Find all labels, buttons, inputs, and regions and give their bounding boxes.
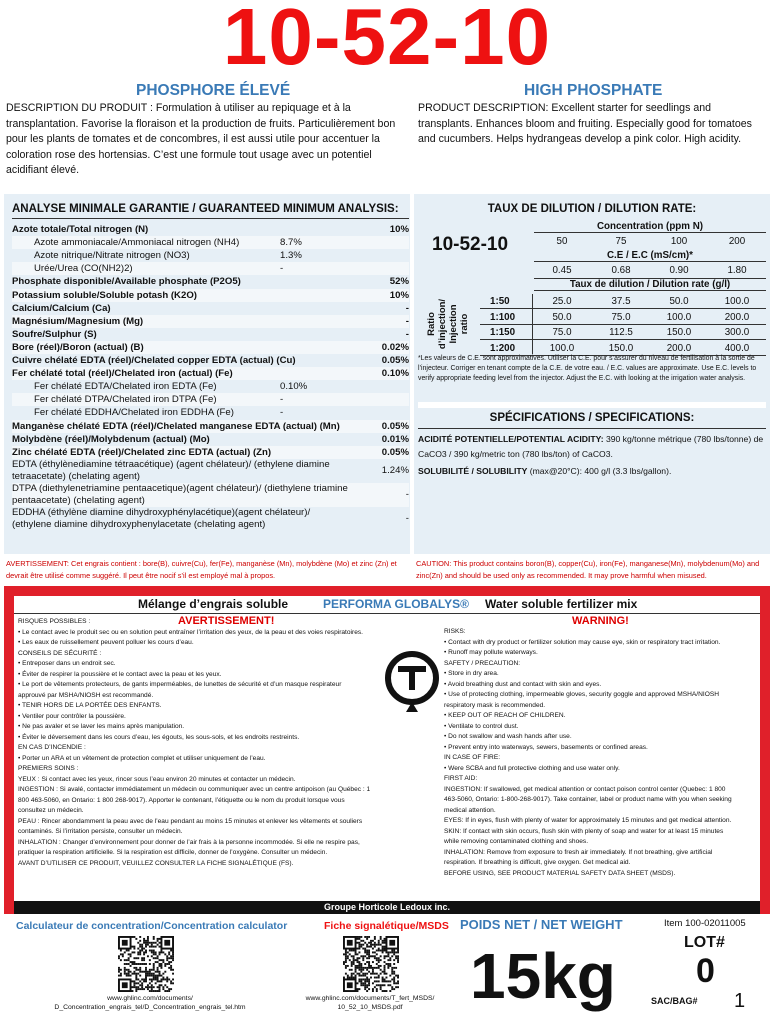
analysis-row <box>12 406 409 419</box>
hazard-line: BEFORE USING, SEE PRODUCT MATERIAL SAFETY DATA SHEET (MSDS). <box>444 869 676 877</box>
hazard-line: INGESTION : Si avalé, contacter immédiatement un médecin ou communiquer avec un centre antipoison (au Québec : 1 <box>18 786 371 793</box>
company-bar: Groupe Horticole Ledoux inc. <box>14 901 760 914</box>
solubility-label: SOLUBILITÉ / SOLUBILITY <box>418 466 528 476</box>
hazard-warning-fr: AVERTISSEMENT! <box>178 615 275 627</box>
analysis-row <box>12 483 409 507</box>
hazard-line: • Ventiler pour contrôler la poussière. <box>18 712 126 720</box>
hazard-line: SAFETY / PRECAUTION: <box>444 659 521 667</box>
rate-value: 37.5 <box>611 296 631 307</box>
fr-description: DESCRIPTION DU PRODUIT : Formulation à utiliser au repiquage et à la transplantation. Favorise la floraison et la production de fruits. Particulièrement bon pour les plants de tomates et de concombres, il est aussi utile pour accentuer la coloration rose des hortensias. C’est une formule tout usage avec un potentiel acidifiant élevé. <box>6 102 396 176</box>
analysis-label: Potassium soluble/Soluble potash (K2O) <box>12 289 197 301</box>
hazard-line: INHALATION : Changer d’environnement pour donner de l’air frais à la personne incommodée. Si elle ne respire pas, <box>18 838 360 846</box>
analysis-label: Calcium/Calcium (Ca) <box>12 302 111 314</box>
analysis-subvalue: 1.3% <box>280 250 302 262</box>
rate-value: 200.0 <box>666 342 692 354</box>
hazard-line: FIRST AID: <box>444 775 478 782</box>
analysis-value: - <box>405 512 409 524</box>
hazard-line: while removing contaminated clothing and shoes. <box>444 838 589 845</box>
rate-value: 112.5 <box>609 327 633 338</box>
rate-value: 400.0 <box>724 342 750 354</box>
dilution-title: TAUX DE DILUTION / DILUTION RATE: <box>487 203 697 215</box>
hazard-line: 463-5060, Ontario: 1-800-268-9017). Take container, label or product name with you when seeking <box>444 796 732 803</box>
en-description: PRODUCT DESCRIPTION: Excellent starter for seedlings and transplants. Enhances bloom and fruiting. Especially good for tomatoes and cucumbers. Helps hydrangeas develop a pink color. High acidity. <box>418 102 752 145</box>
rate-header: Taux de dilution / Dilution rate (g/l) <box>534 278 766 291</box>
analysis-subvalue: 0.10% <box>280 381 308 393</box>
analysis-label: EDTA (éthylènediamine tétraacétique) (agent chélateur)/ (ethylene diamine tetraacetate) (chelating agent) <box>12 458 330 482</box>
analysis-row <box>12 354 409 367</box>
hazard-line: • Éviter le déversement dans les cours d’eau, les égouts, les sous-sols, et les endroits restreints. <box>18 733 300 741</box>
hazard-line: • Éviter de respirer la poussière et le contact avec la peau et les yeux. <box>18 670 222 678</box>
analysis-value: 0.01% <box>381 433 409 445</box>
rate-value: 25.0 <box>552 296 572 307</box>
analysis-label: Fer chélaté DTPA/Chelated iron DTPA (Fe) <box>34 394 217 406</box>
hazard-line: CONSEILS DE SÉCURITÉ : <box>18 649 102 657</box>
specs-title: SPÉCIFICATIONS / SPECIFICATIONS: <box>489 412 695 424</box>
hazard-line: • Runoff may pollute waterways. <box>444 649 538 656</box>
analysis-label: Molybdène (réel)/Molybdenum (actual) (Mo) <box>12 433 210 445</box>
analysis-value: 1.24% <box>381 464 409 476</box>
hazard-line: RISKS: <box>444 628 466 635</box>
toxic-symbol-icon <box>382 648 442 712</box>
hazard-line: • Use of protecting clothing, impermeable gloves, security goggle and approved MSHA/NIOSH <box>444 691 719 698</box>
hazard-line: • Contact with dry product or fertilizer solution may cause eye, skin or respiratory tract irritation. <box>444 638 721 646</box>
analysis-row <box>12 315 409 328</box>
hazard-line: • Were SCBA and full protective clothing and use water only. <box>444 764 620 772</box>
analysis-value: 10% <box>389 289 409 301</box>
hazard-line: • Les eaux de ruissellement peuvent polluer les cours d’eau. <box>18 639 194 646</box>
hazard-line: • Entreposer dans un endroit sec. <box>18 660 116 667</box>
analysis-label: Fer chélaté EDDHA/Chelated iron EDDHA (Fe) <box>34 407 234 419</box>
analysis-row <box>12 507 409 531</box>
analysis-subvalue: - <box>280 263 284 275</box>
ec-row <box>534 265 766 278</box>
analysis-value: 10% <box>389 224 409 235</box>
hazard-line: 800 463-5060, en Ontario: 1 800 268-9017). Apporter le contenant, l’étiquette ou le nom du produit lorsque vous <box>18 796 345 804</box>
rate-row <box>480 325 766 340</box>
hazard-line: • KEEP OUT OF REACH OF CHILDREN. <box>444 712 566 719</box>
analysis-title: ANALYSE MINIMALE GARANTIE / GUARANTEED MINIMUM ANALYSIS: <box>12 203 399 215</box>
conc-header: Concentration (ppm N) <box>534 221 766 233</box>
rate-value: 75.0 <box>611 311 631 323</box>
analysis-row <box>12 393 409 406</box>
rate-value: 50.0 <box>669 296 689 307</box>
analysis-label: Fer chélaté EDTA/Chelated iron EDTA (Fe) <box>34 381 217 393</box>
injection-ratio: 1:150 <box>490 327 516 338</box>
analysis-value: - <box>405 328 409 340</box>
ec-header: C.E / E.C (mS/cm)* <box>534 250 766 262</box>
analysis-label: Soufre/Sulphur (S) <box>12 328 97 340</box>
analysis-row <box>12 459 409 483</box>
analysis-label: Zinc chélaté EDTA (réel)/Chelated zinc EDTA (actual) (Zn) <box>12 446 272 458</box>
rate-value: 75.0 <box>552 327 572 338</box>
analysis-subvalue: 8.7% <box>280 237 302 249</box>
analysis-row <box>12 262 409 275</box>
analysis-row <box>12 341 409 354</box>
calc-url[interactable]: www.ghlinc.com/documents/ D_Concentration_engrais_tel/D_Concentration_engrais_tel.htm <box>54 995 246 1011</box>
analysis-label: Azote totale/Total nitrogen (N) <box>12 224 149 235</box>
analysis-value: 0.05% <box>381 446 409 458</box>
rate-row <box>480 310 766 325</box>
bag-number: 1 <box>734 990 746 1012</box>
analysis-value: 52% <box>389 276 409 288</box>
hazard-line: PEAU : Rincer abondamment la peau avec de l’eau pendant au moins 15 minutes et enlever les vêtements et souliers <box>18 817 363 825</box>
lot-label: LOT# <box>684 934 725 951</box>
msds-title: Fiche signalétique/MSDS <box>324 920 449 932</box>
hazard-line: medical attention. <box>444 806 496 814</box>
rate-value: 150.0 <box>608 342 634 354</box>
msds-qr-icon[interactable] <box>343 936 399 992</box>
ec-value: 0.90 <box>669 265 689 276</box>
solubility-spec <box>418 464 766 478</box>
analysis-row <box>12 367 409 380</box>
ppm-value: 50 <box>556 236 568 247</box>
hazard-line: AVANT D’UTILISER CE PRODUIT, VEUILLEZ CONSULTER LA FICHE SIGNALÉTIQUE (FS). <box>18 859 294 867</box>
hazard-line: IN CASE OF FIRE: <box>444 754 501 761</box>
hazard-line: • Ne pas avaler et se laver les mains après manipulation. <box>18 723 185 730</box>
analysis-row <box>12 446 409 459</box>
analysis-divider <box>12 218 409 219</box>
ppm-row <box>534 236 766 249</box>
analysis-row <box>12 380 409 393</box>
hazard-line: contaminés. Si l’irritation persiste, consulter un médecin. <box>18 828 183 835</box>
hazard-line: pratiquer la respiration artificielle. Si la respiration est difficile, donner de l’oxygène. Consulter un médecin. <box>18 849 328 856</box>
solubility-value: (max@20°C): 400 g/l (3.3 lbs/gallon). <box>527 466 672 476</box>
analysis-row <box>12 275 409 288</box>
hazard-line: INGESTION: If swallowed, get medical attention or contact poison control center (Quebec: 1 800 <box>444 785 726 793</box>
hazard-line: PREMIERS SOINS : <box>18 765 79 772</box>
ec-value: 1.80 <box>727 265 747 276</box>
calc-title: Calculateur de concentration/Concentration calculator <box>16 920 288 932</box>
analysis-label: Cuivre chélaté EDTA (réel)/Chelated copper EDTA (actual) (Cu) <box>12 355 296 366</box>
analysis-row <box>12 249 409 262</box>
analysis-label: Azote ammoniacale/Ammoniacal nitrogen (NH4) <box>34 237 240 249</box>
acidity-value: 390 kg/tonne métrique (780 lbs/tonne) de CaCO3 / 390 kg/metric ton (780 lbs/ton) of CaCO3. <box>418 434 764 459</box>
msds-url[interactable]: www.ghlinc.com/documents/T_fert_MSDS/ 10_52_10_MSDS.pdf <box>305 995 435 1011</box>
analysis-label: Urée/Urea (CO(NH2)2) <box>34 263 133 275</box>
rate-value: 200.0 <box>724 311 750 323</box>
acidity-label: ACIDITÉ POTENTIELLE/POTENTIAL ACIDITY: <box>418 434 604 444</box>
hazard-line: YEUX : Si contact avec les yeux, rincer sous l’eau environ 20 minutes et contacter un médecin. <box>18 775 296 783</box>
dilution-panel <box>414 194 770 554</box>
fr-heading: PHOSPHORE ÉLEVÉ <box>136 82 291 99</box>
hazard-line: • Do not swallow and wash hands after use. <box>444 733 572 740</box>
analysis-label: Phosphate disponible/Available phosphate (P2O5) <box>12 276 241 288</box>
ppm-value: 200 <box>728 236 746 247</box>
analysis-label: Magnésium/Magnesium (Mg) <box>12 315 144 327</box>
analysis-value: 0.10% <box>381 368 409 380</box>
lot-number: 0 <box>696 952 715 990</box>
analysis-value: 0.02% <box>381 341 409 353</box>
analysis-row <box>12 223 409 236</box>
ratio-label: Ratio d’injection/ Injection ratio <box>426 298 470 350</box>
hazard-line: • Store in dry area. <box>444 670 499 677</box>
analysis-label: EDDHA (éthylène diamine dihydroxyphénylacétique)(agent chélateur)/ (ethylene diamine dihydroxyphenylacetate (chelating agent) <box>12 506 311 530</box>
hazard-line: respiration. If breathing is difficult, give oxygen. Get medical aid. <box>444 859 631 866</box>
warning-en: CAUTION: This product contains boron(B), copper(Cu), iron(Fe), manganese(Mn), molybdenum(Mo) and zinc(Zn) and should be used only as recommended. It may prove harmful when misused. <box>416 559 760 580</box>
rate-row <box>480 294 766 309</box>
analysis-row <box>12 328 409 341</box>
analysis-label: Manganèse chélaté EDTA (réel)/Chelated manganese EDTA (actual) (Mn) <box>12 420 340 432</box>
hazard-line: • Ventilate to control dust. <box>444 722 519 730</box>
ec-value: 0.45 <box>552 265 572 276</box>
hazard-line: • Porter un ARA et un vêtement de protection complet et utiliser uniquement de l’eau. <box>18 754 266 762</box>
calculator-qr-icon[interactable] <box>118 936 174 992</box>
hazard-line: EN CAS D’INCENDIE : <box>18 744 86 751</box>
warning-fr: AVERTISSEMENT: Cet engrais contient : bore(B), cuivre(Cu), fer(Fe), manganèse (Mn), molybdène (Mo) et zinc (Zn) et devrait être utilisé comme suggéré. Il peut être nocif s’il est employé mal à propos. <box>6 559 397 580</box>
hazard-line: respiratory mask is recommended. <box>444 701 546 709</box>
hazard-title-en: Water soluble fertilizer mix <box>485 597 638 611</box>
analysis-subvalue: - <box>280 394 284 406</box>
rate-value: 150.0 <box>666 327 692 338</box>
en-heading: HIGH PHOSPHATE <box>524 82 663 99</box>
hazard-line: • Prevent entry into waterways, sewers, basements or confined areas. <box>444 743 648 751</box>
hazard-line: • Avoid breathing dust and contact with skin and eyes. <box>444 680 602 688</box>
hazard-text-fr <box>18 617 438 869</box>
ppm-value: 75 <box>615 236 627 247</box>
item-number: Item 100-02011005 <box>664 918 746 929</box>
hazard-line: • TENIR HORS DE LA PORTÉE DES ENFANTS. <box>18 702 162 709</box>
ec-value: 0.68 <box>611 265 631 276</box>
analysis-label: DTPA (diethylenetriamine pentaacetique)(agent chélateur)/ (diethylene triamine pentaacetate) (chelating agent) <box>12 482 348 506</box>
analysis-label: Azote nitrique/Nitrate nitrogen (NO3) <box>34 250 190 262</box>
product-grade-title: 10-52-10 <box>222 0 552 81</box>
ratio-separator <box>532 294 533 354</box>
hazard-brand: PERFORMA GLOBALYS® <box>323 597 469 611</box>
hazard-line: INHALATION: Remove from exposure to fresh air immediately. If not breathing, give artificial <box>444 848 713 856</box>
hazard-line: • Le contact avec le produit sec ou en solution peut entraîner l’irritation des yeux, de la peau et des voies respiratoires. <box>18 628 364 636</box>
bag-label: SAC/BAG# <box>651 996 698 1006</box>
hazard-line: approuvé par MSHA/NIOSH est recommandé. <box>18 691 154 699</box>
analysis-value: 0.05% <box>381 355 409 366</box>
hazard-title-fr: Mélange d’engrais soluble <box>138 597 289 611</box>
dilution-product: 10-52-10 <box>432 234 509 255</box>
analysis-subvalue: - <box>280 407 284 419</box>
analysis-value: 0.05% <box>381 420 409 432</box>
rate-value: 100.0 <box>549 342 575 354</box>
injection-ratio: 1:100 <box>490 311 516 323</box>
hazard-line: RISQUES POSSIBLES : <box>18 618 91 625</box>
analysis-row <box>12 302 409 315</box>
acidity-spec <box>418 432 766 461</box>
injection-ratio: 1:50 <box>490 296 510 307</box>
net-weight: 15kg <box>470 940 616 1012</box>
ppm-value: 100 <box>670 236 688 247</box>
hazard-warning-en: WARNING! <box>572 615 629 627</box>
analysis-row <box>12 433 409 446</box>
injection-ratio: 1:200 <box>490 342 516 354</box>
analysis-value: - <box>405 302 409 314</box>
rate-value: 100.0 <box>724 296 750 307</box>
ec-note: *Les valeurs de C.E. sont approximatives. Utiliser la C.E. pour s’assurer du niveau de fertilisation à la sortie de l’injecteur. Corriger en tenant compte de la C.E. de votre eau. / E.C. values are approximate. Use E.C. levels to verify appropriate feeding level from the injector. Adjust the E.C. with looking at the irrigation water analysis. <box>418 355 757 383</box>
rate-value: 50.0 <box>552 311 572 323</box>
analysis-value: - <box>405 315 409 327</box>
hazard-text-en <box>444 627 766 879</box>
analysis-row <box>12 236 409 249</box>
rate-value: 100.0 <box>666 311 692 323</box>
hazard-line: EYES: If in eyes, flush with plenty of water for approximately 15 minutes and get medical attention. <box>444 817 732 824</box>
hazard-line: consultez un médecin. <box>18 807 84 814</box>
analysis-panel <box>4 194 410 554</box>
hazard-line: • Le port de vêtements protecteurs, de gants imperméables, de lunettes de sécurité et d’un masque respirateur <box>18 681 342 688</box>
analysis-label: Bore (réel)/Boron (actual) (B) <box>12 341 144 353</box>
analysis-value: - <box>405 488 409 500</box>
analysis-label: Fer chélaté total (réel)/Chelated iron (actual) (Fe) <box>12 368 233 380</box>
weight-label: POIDS NET / NET WEIGHT <box>460 917 623 932</box>
hazard-line: SKIN: If contact with skin occurs, flush skin with plenty of soap and water for at least 15 minutes <box>444 827 724 835</box>
rate-value: 300.0 <box>724 327 750 338</box>
analysis-row <box>12 289 409 302</box>
analysis-row <box>12 420 409 433</box>
